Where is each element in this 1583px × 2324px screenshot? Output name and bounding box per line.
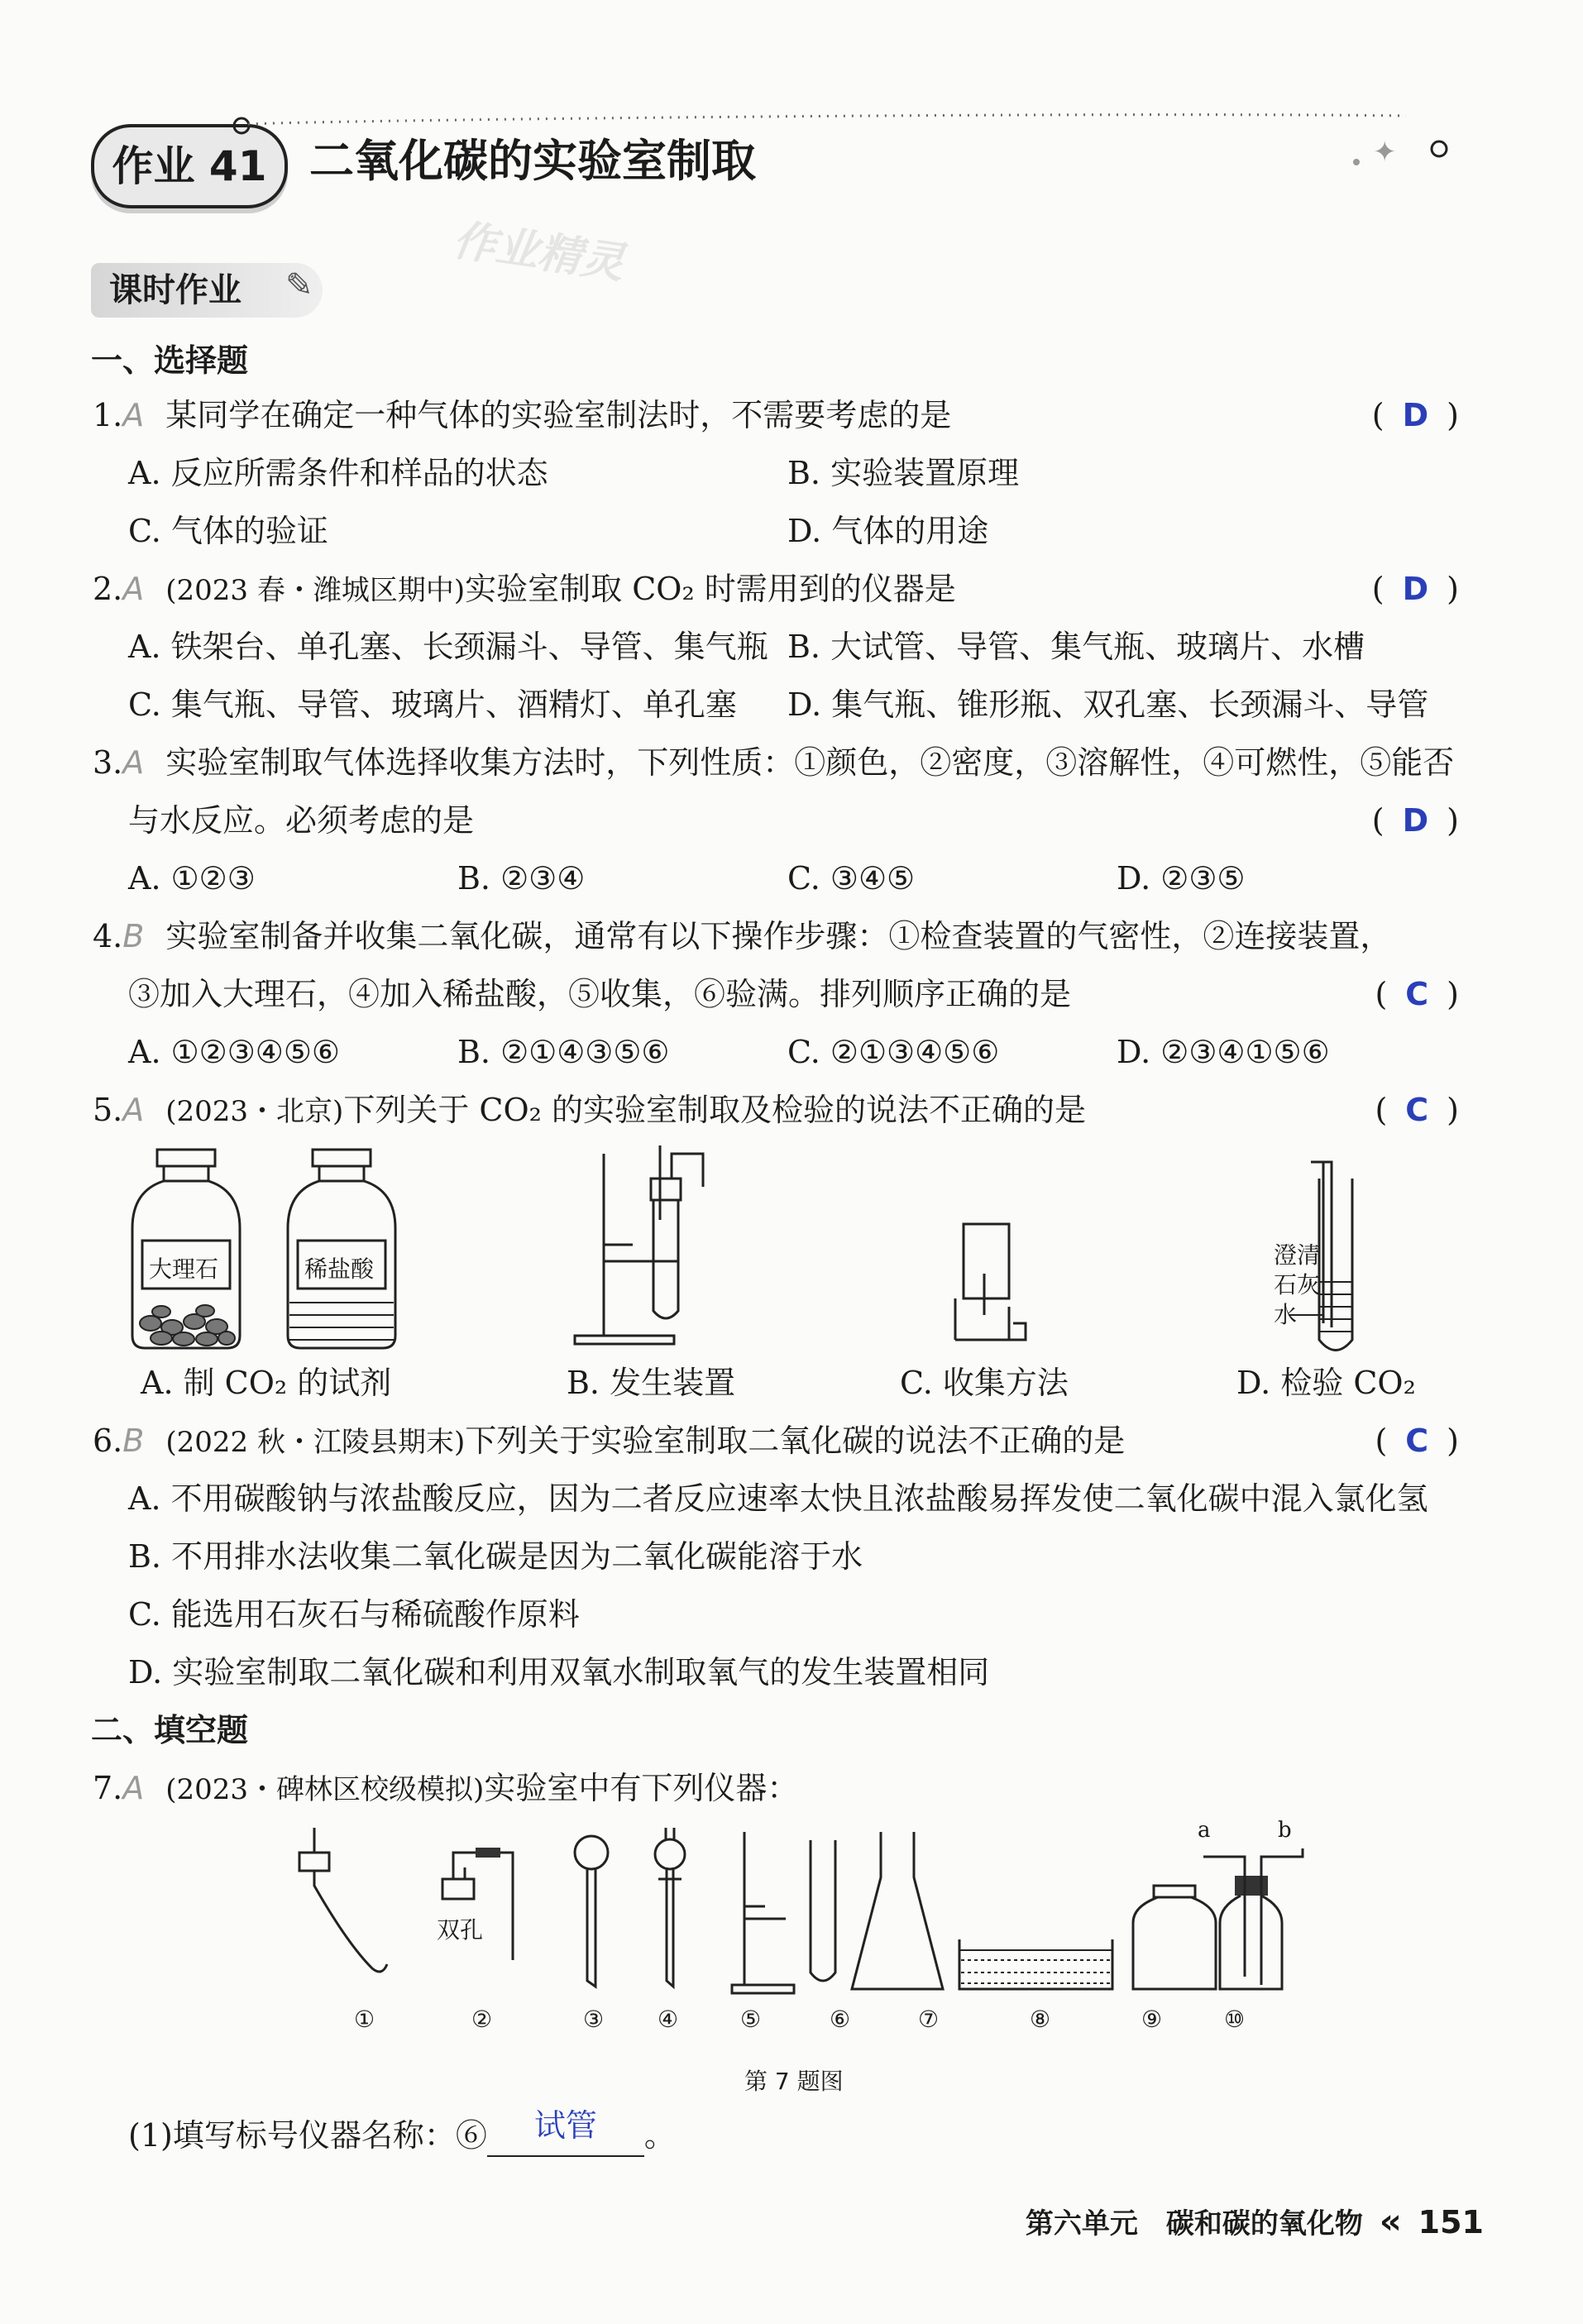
footer-unit: 第六单元 碳和碳的氧化物	[1025, 2207, 1363, 2240]
q2-option-d: D. 集气瓶、锥形瓶、双孔塞、长颈漏斗、导管	[787, 686, 1429, 723]
section-tag-text: 课时作业	[109, 271, 242, 309]
q7-text: 实验室中有下列仪器：	[484, 1770, 799, 1806]
q2-answer-value: D	[1402, 571, 1429, 607]
q4-level: B	[122, 918, 145, 954]
q7-double-hole-label: 双孔	[437, 1916, 484, 1944]
question-7	[93, 1768, 798, 1810]
q7-sub1-answer: 试管	[533, 2107, 597, 2144]
q7-num-6: ⑥	[830, 2006, 851, 2033]
q5-caption-d: D. 检验 CO₂	[1236, 1365, 1416, 1401]
q6-answer: ( C )	[1375, 1423, 1459, 1459]
q6-number: 6.	[93, 1423, 123, 1459]
q4-option-a: A. ①②③④⑤⑥	[128, 1034, 340, 1070]
footer-chevron-icon: «	[1379, 2201, 1402, 2241]
q3-answer-value: D	[1402, 802, 1429, 839]
q1-number: 1.	[93, 397, 123, 433]
q5-figure-c	[951, 1216, 1050, 1348]
question-3	[93, 743, 1454, 782]
q5-caption-a: A. 制 CO₂ 的试剂	[141, 1365, 392, 1401]
q2-answer: ( D )	[1371, 571, 1459, 607]
q1-answer: ( D )	[1371, 397, 1459, 433]
q7-figure-caption: 第 7 题图	[744, 2068, 844, 2095]
q2-option-b: B. 大试管、导管、集气瓶、玻璃片、水槽	[787, 629, 1365, 665]
q5-marble-label: 大理石	[149, 1255, 219, 1283]
q6-option-d: D. 实验室制取二氧化碳和利用双氧水制取氧气的发生装置相同	[128, 1654, 990, 1690]
q6-level: B	[122, 1423, 145, 1459]
q5-text: 下列关于 CO₂ 的实验室制取及检验的说法不正确的是	[343, 1092, 1086, 1128]
q1-option-d: D. 气体的用途	[787, 513, 989, 549]
q3-answer: ( D )	[1371, 802, 1459, 839]
q5-acid-label: 稀盐酸	[304, 1255, 375, 1283]
q4-option-b: B. ②①④③⑤⑥	[457, 1034, 670, 1070]
q5-figure-b	[571, 1145, 736, 1352]
q6-option-b: B. 不用排水法收集二氧化碳是因为二氧化碳能溶于水	[128, 1538, 863, 1575]
q3-option-a: A. ①②③	[128, 860, 256, 897]
q6-source: (2022 秋・江陵县期末)	[165, 1426, 466, 1459]
footer	[1026, 2202, 1484, 2244]
q5-answer-value: C	[1405, 1092, 1429, 1128]
svg-text:✦: ✦	[1373, 136, 1397, 169]
q4-answer-value: C	[1405, 976, 1429, 1012]
q5-answer: ( C )	[1375, 1092, 1459, 1128]
q1-option-a: A. 反应所需条件和样品的状态	[128, 455, 548, 491]
q3-option-d: D. ②③⑤	[1117, 860, 1246, 897]
q1-level: A	[122, 397, 145, 433]
q5-level: A	[122, 1092, 145, 1128]
q7-num-10: ⑩	[1224, 2006, 1246, 2033]
q4-number: 4.	[93, 918, 123, 954]
q5-source: (2023・北京)	[165, 1095, 344, 1128]
q3-level: A	[122, 744, 145, 781]
q3-option-b: B. ②③④	[457, 860, 586, 897]
q6-text: 下列关于实验室制取二氧化碳的说法不正确的是	[465, 1423, 1126, 1459]
fill-section-title: 二、填空题	[91, 1712, 249, 1748]
q7-number: 7.	[93, 1770, 123, 1806]
watermark: 作业精灵	[450, 215, 628, 289]
q7-sub1-suffix: 。	[643, 2117, 676, 2154]
q4-text: 实验室制备并收集二氧化碳，通常有以下操作步骤：①检查装置的气密性，②连接装置，	[165, 918, 1392, 954]
q1-text: 某同学在确定一种气体的实验室制法时，不需要考虑的是	[165, 397, 952, 433]
q7-num-7: ⑦	[918, 2006, 940, 2033]
title-badge-text: 作业 41	[112, 142, 267, 190]
q7-num-3: ③	[583, 2006, 605, 2033]
q2-text: 实验室制取 CO₂ 时需用到的仪器是	[465, 571, 956, 607]
page-number: 151	[1418, 2204, 1484, 2240]
q7-source: (2023・碑林区校级模拟)	[165, 1773, 485, 1806]
q6-option-c: C. 能选用石灰石与稀硫酸作原料	[128, 1596, 580, 1633]
q3-number: 3.	[93, 744, 123, 781]
q7-instruments-figure	[289, 1828, 1365, 1993]
q4-option-d: D. ②③④①⑤⑥	[1117, 1034, 1330, 1070]
q2-number: 2.	[93, 571, 123, 607]
q7-port-a: a	[1198, 1818, 1211, 1843]
q5-number: 5.	[93, 1092, 123, 1128]
q2-option-a: A. 铁架台、单孔塞、长颈漏斗、导管、集气瓶	[128, 629, 768, 665]
q2-level: A	[122, 571, 145, 607]
q4-answer: ( C )	[1375, 976, 1459, 1012]
q2-source: (2023 春・潍城区期中)	[165, 574, 466, 607]
question-6	[93, 1421, 1125, 1462]
choice-section-title: 一、选择题	[91, 342, 249, 379]
q7-num-9: ⑨	[1141, 2006, 1163, 2033]
question-5	[93, 1090, 1086, 1131]
q1-option-c: C. 气体的验证	[128, 513, 328, 549]
q3-option-c: C. ③④⑤	[787, 860, 916, 897]
q7-port-b: b	[1278, 1818, 1292, 1843]
q7-num-4: ④	[658, 2006, 679, 2033]
q5-limewater-label: 澄清 石灰 水	[1274, 1241, 1321, 1328]
q7-num-8: ⑧	[1030, 2006, 1051, 2033]
q2-option-c: C. 集气瓶、导管、玻璃片、酒精灯、单孔塞	[128, 686, 737, 723]
q7-sub1-blank	[487, 2107, 644, 2157]
q4-text-line2: ③加入大理石，④加入稀盐酸，⑤收集，⑥验满。排列顺序正确的是	[128, 976, 1072, 1012]
q4-option-c: C. ②①③④⑤⑥	[787, 1034, 1000, 1070]
q1-option-b: B. 实验装置原理	[787, 455, 1020, 491]
title-ornament	[0, 0, 1583, 248]
q5-caption-b: B. 发生装置	[567, 1365, 736, 1401]
q5-caption-c: C. 收集方法	[900, 1365, 1069, 1401]
q7-num-2: ②	[471, 2006, 493, 2033]
pencil-icon: ✎	[285, 266, 313, 304]
q7-sub1-prefix: (1)填写标号仪器名称：⑥	[128, 2117, 487, 2154]
q3-text-line2: 与水反应。必须考虑的是	[128, 802, 475, 839]
q6-option-a: A. 不用碳酸钠与浓盐酸反应，因为二者反应速率太快且浓盐酸易挥发使二氧化碳中混入氯化氢	[128, 1480, 1428, 1517]
q6-answer-value: C	[1405, 1423, 1429, 1459]
question-2	[93, 569, 956, 610]
q3-text: 实验室制取气体选择收集方法时，下列性质：①颜色，②密度，③溶解性，④可燃性，⑤能否	[165, 744, 1455, 781]
q7-level: A	[122, 1770, 145, 1806]
page-title: 二氧化碳的实验室制取	[309, 135, 756, 187]
question-1	[93, 395, 951, 435]
question-4	[93, 916, 1391, 956]
q1-answer-value: D	[1402, 397, 1429, 433]
q7-num-1: ①	[354, 2006, 375, 2033]
q7-sub1	[128, 2107, 676, 2157]
q7-num-5: ⑤	[740, 2006, 762, 2033]
